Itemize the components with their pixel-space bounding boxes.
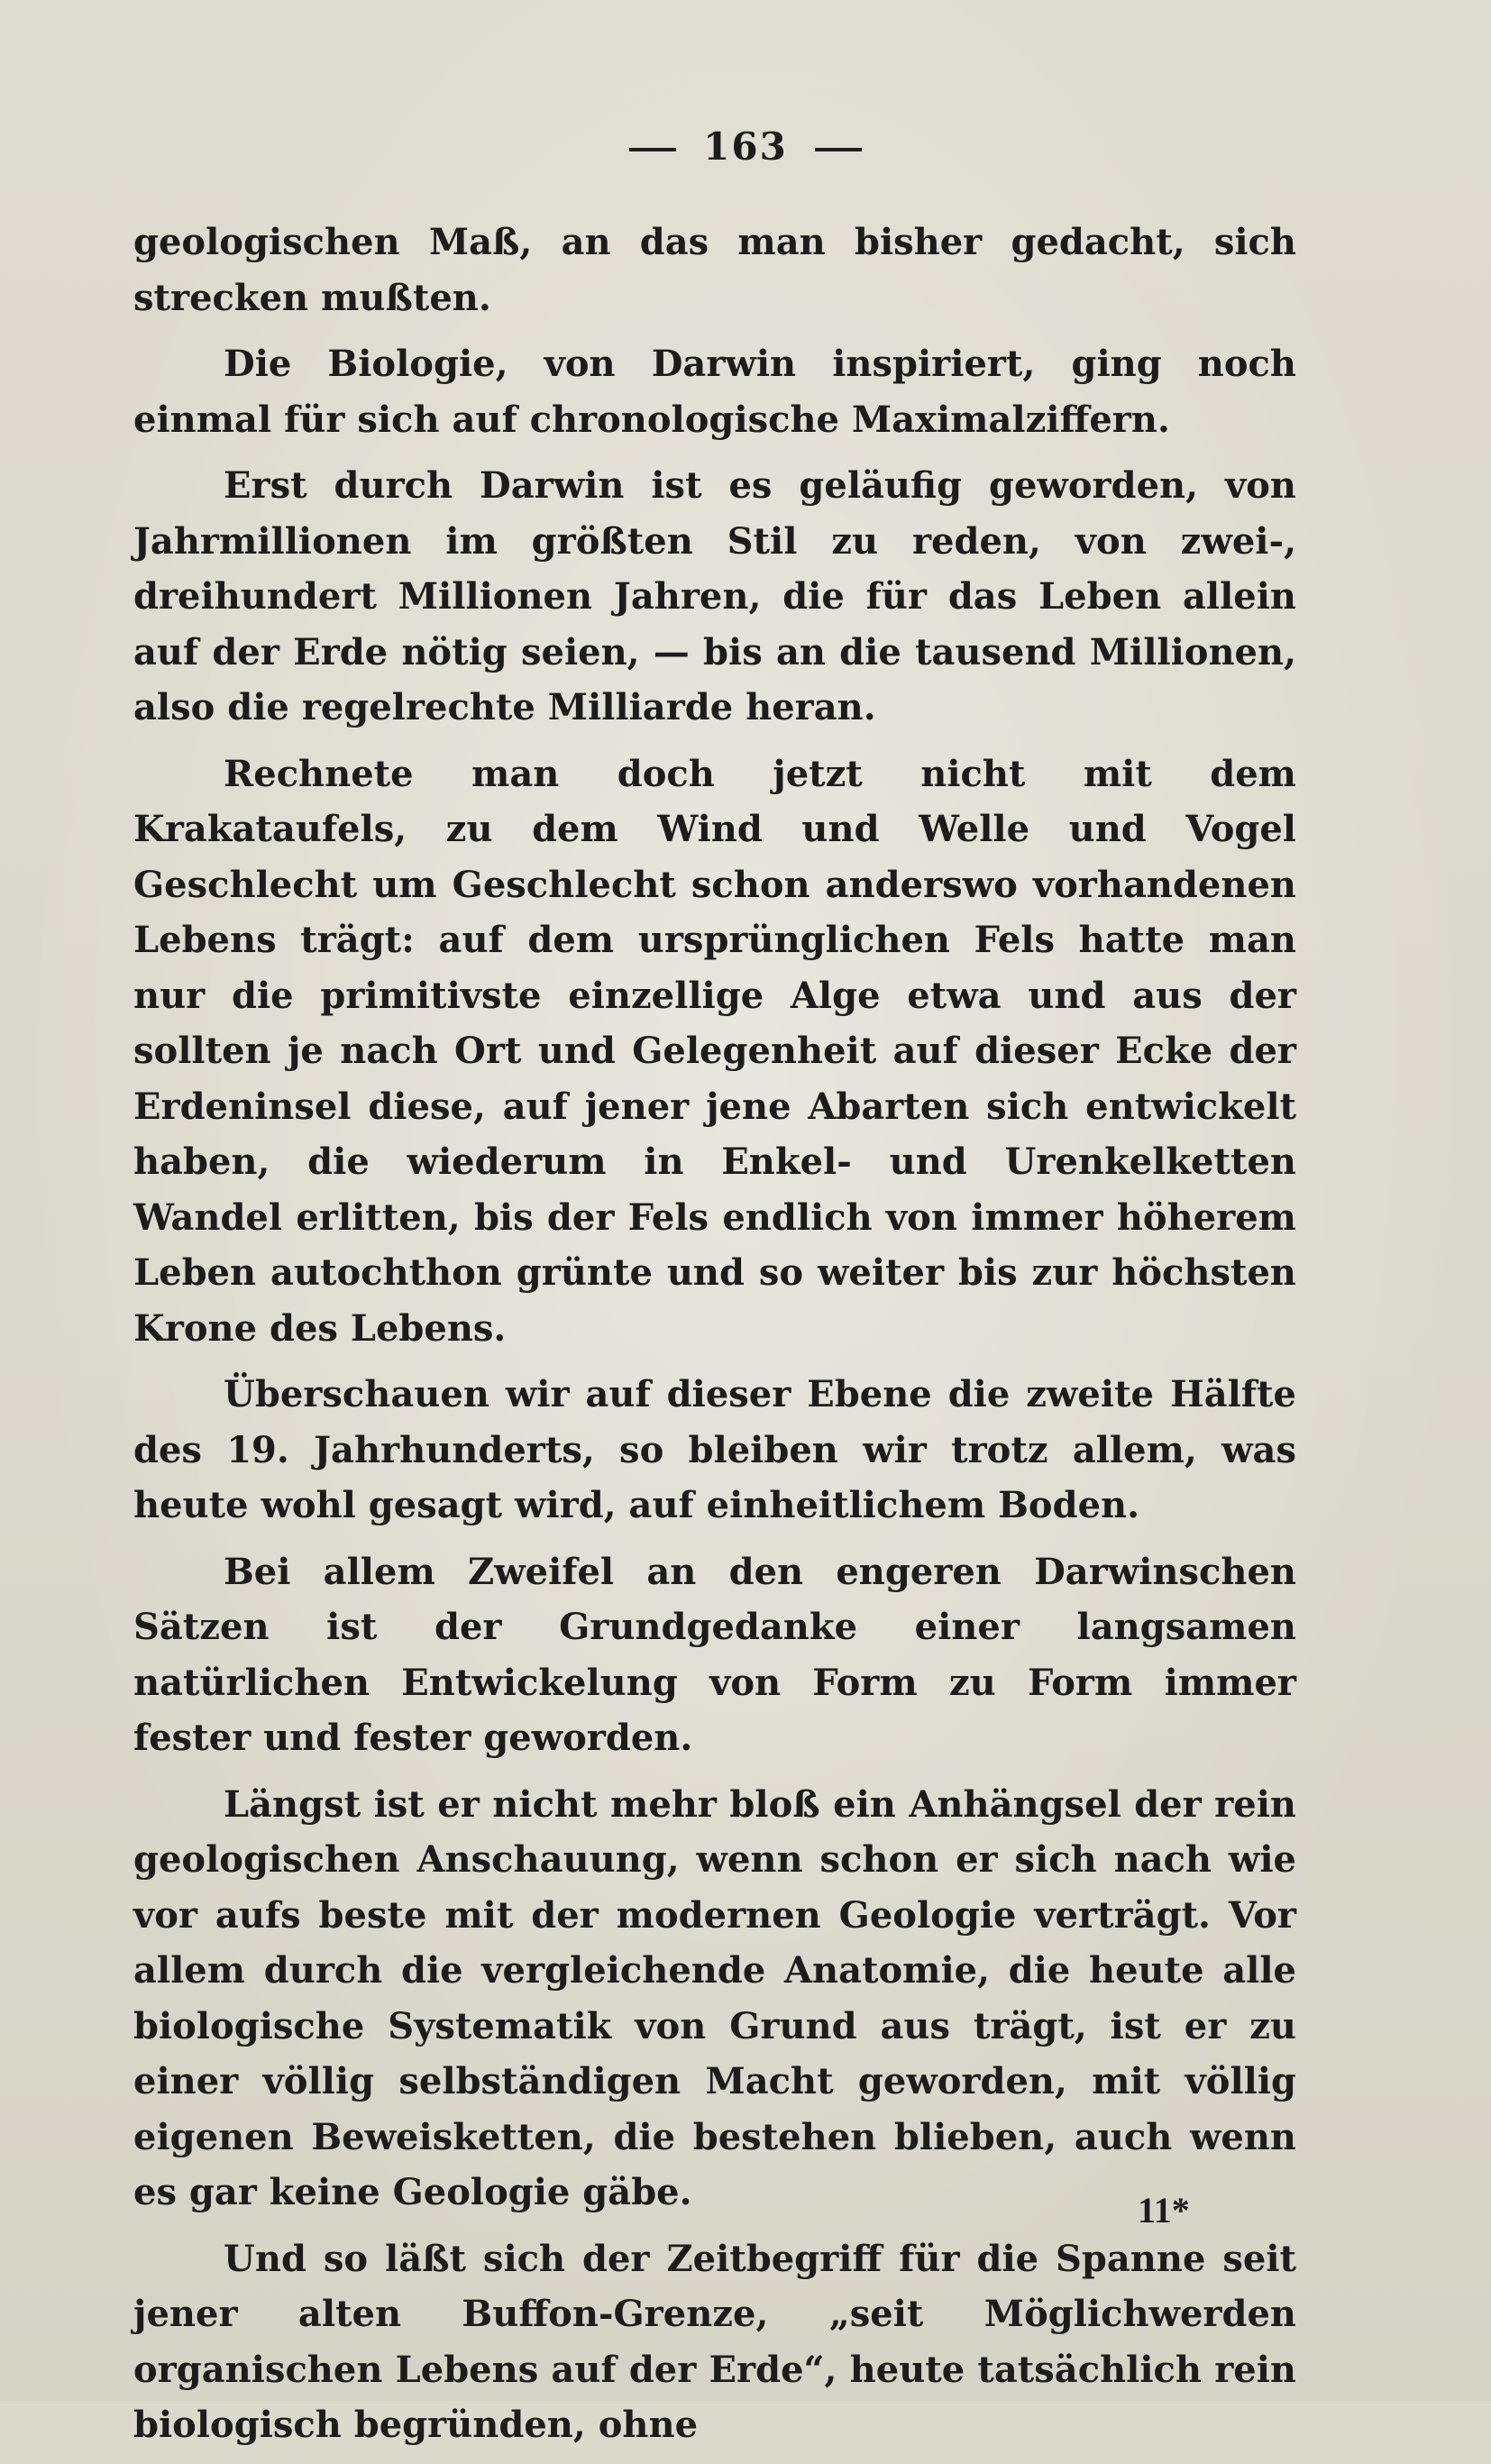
paragraph: Die Biologie, von Darwin inspiriert, ging noch einmal für sich auf chronologische Maximalziffern.: [133, 343, 1296, 441]
paragraph-continuation: geologischen Maß, an das man bisher gedacht, sich strecken mußten.: [133, 221, 1296, 319]
paragraph: Überschauen wir auf dieser Ebene die zweite Hälfte des 19. Jahrhunderts, so bleiben wir trotz allem, was heute wohl gesagt wird, auf einheitlichem Boden.: [133, 1373, 1296, 1526]
paragraph: Bei allem Zweifel an den engeren Darwinschen Sätzen ist der Grundgedanke einer langsamen natürlichen Entwickelung von Form zu Form immer fester und fester geworden.: [133, 1550, 1296, 1759]
paragraph: Und so läßt sich der Zeitbegriff für die Spanne seit jener alten Buffon-Grenze, „seit Möglichwerden organischen Lebens auf der Erde“, heute tatsächlich rein biologisch begründen, ohne: [133, 2237, 1296, 2446]
header-dash-right: [815, 148, 862, 151]
page-number: 163: [703, 124, 788, 169]
header-dash-left: [629, 148, 676, 151]
body-text: [133, 215, 1296, 2464]
paragraph: Erst durch Darwin ist es geläufig geworden, von Jahrmillionen im größten Stil zu reden, von zwei-, dreihundert Millionen Jahren, die für das Leben allein auf der Erde nötig seien, — bis an die tausend Millionen, also die regelrechte Milliarde heran.: [133, 464, 1296, 728]
signature-mark: 11*: [1138, 2190, 1190, 2230]
page-header: [0, 124, 1491, 169]
paragraph: Längst ist er nicht mehr bloß ein Anhängsel der rein geologischen Anschauung, wenn schon er sich nach wie vor aufs beste mit der modernen Geologie verträgt. Vor allem durch die vergleichende Anatomie, die heute alle biologische Systematik von Grund aus trägt, ist er zu einer völlig selbständigen Macht geworden, mit völlig eigenen Beweisketten, die bestehen blieben, auch wenn es gar keine Geologie gäbe.: [133, 1782, 1296, 2213]
paragraph: Rechnete man doch jetzt nicht mit dem Krakataufels, zu dem Wind und Welle und Vogel Geschlecht um Geschlecht schon anderswo vorhandenen Lebens trägt: auf dem ursprünglichen Fels hatte man nur die primitivste einzellige Alge etwa und aus der sollten je nach Ort und Gelegenheit auf dieser Ecke der Erdeninsel diese, auf jener jene Abarten sich entwickelt haben, die wiederum in Enkel- und Urenkelketten Wandel erlitten, bis der Fels endlich von immer höherem Leben autochthon grünte und so weiter bis zur höchsten Krone des Lebens.: [133, 752, 1296, 1350]
